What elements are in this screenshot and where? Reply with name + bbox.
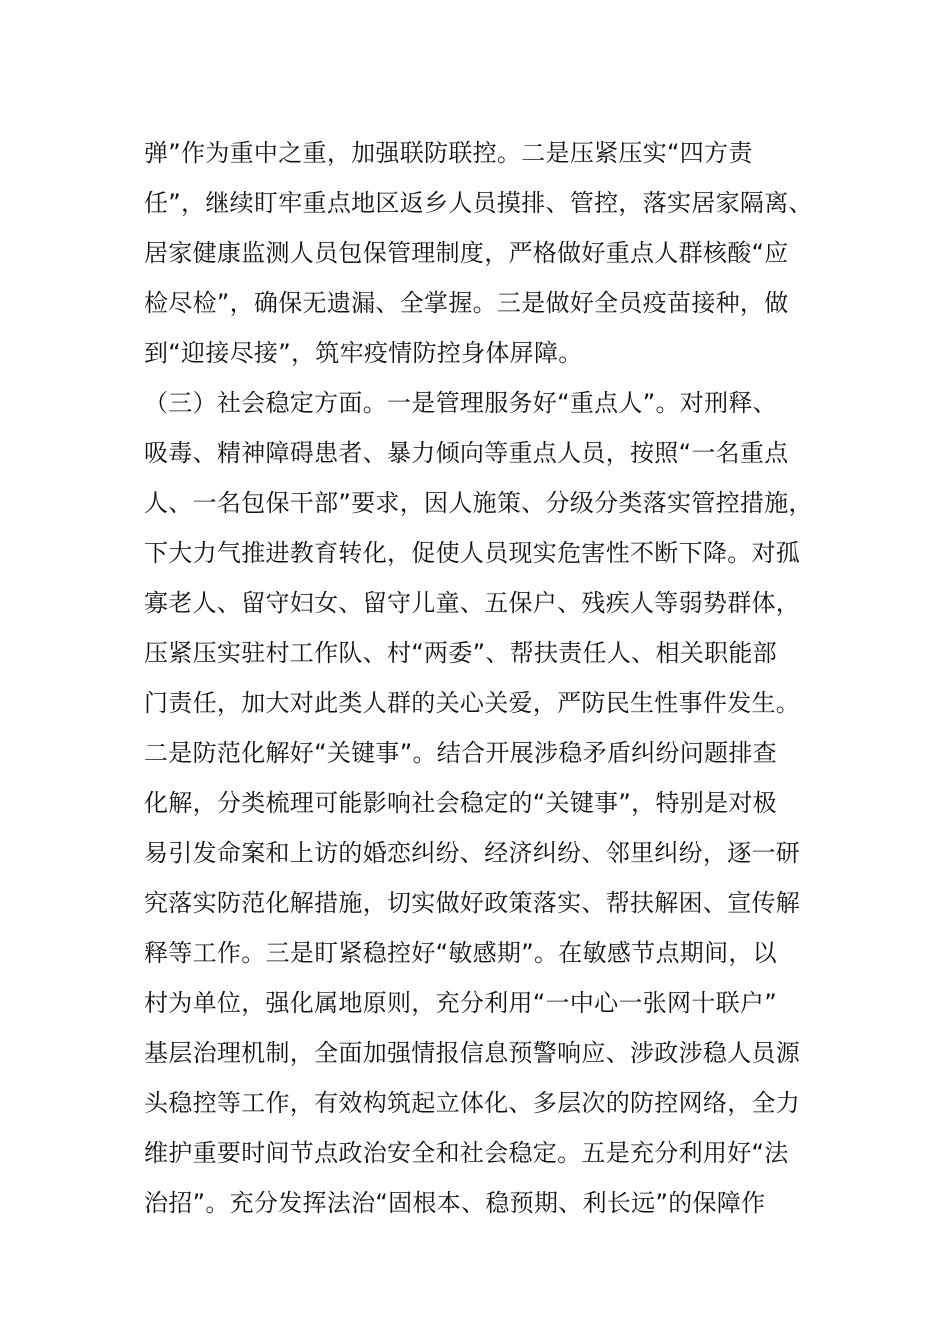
text-line: 化解，分类梳理可能影响社会稳定的“关键事”，特别是对极 bbox=[144, 789, 777, 817]
text-line: 居家健康监测人员包保管理制度，严格做好重点人群核酸“应 bbox=[144, 239, 789, 267]
text-line: 治招”。充分发挥法治“固根本、稳预期、利长远”的保障作 bbox=[144, 1189, 766, 1217]
text-line: 维护重要时间节点政治安全和社会稳定。五是充分利用好“法 bbox=[144, 1139, 789, 1167]
text-line: 基层治理机制，全面加强情报信息预警响应、涉政涉稳人员源 bbox=[144, 1039, 801, 1067]
text-line: 二是防范化解好“关键事”。结合开展涉稳矛盾纠纷问题排查 bbox=[144, 739, 777, 767]
text-line: 弹”作为重中之重，加强联防联控。二是压紧压实“四方责 bbox=[144, 139, 753, 167]
text-line: 人、一名包保干部”要求，因人施策、分级分类落实管控措施， bbox=[144, 489, 813, 517]
text-line: 易引发命案和上访的婚恋纠纷、经济纠纷、邻里纠纷，逐一研 bbox=[144, 839, 801, 867]
text-line: 任”，继续盯牢重点地区返乡人员摸排、管控，落实居家隔离、 bbox=[144, 189, 813, 217]
text-line: 寡老人、留守妇女、留守儿童、五保户、残疾人等弱势群体， bbox=[144, 589, 801, 617]
text-line: 门责任，加大对此类人群的关心关爱，严防民生性事件发生。 bbox=[144, 689, 801, 717]
text-line: 究落实防范化解措施，切实做好政策落实、帮扶解困、宣传解 bbox=[144, 889, 801, 917]
text-line: 检尽检”，确保无遗漏、全掌握。三是做好全员疫苗接种，做 bbox=[144, 289, 789, 317]
text-line: 压紧压实驻村工作队、村“两委”、帮扶责任人、相关职能部 bbox=[144, 639, 777, 667]
text-line: 到“迎接尽接”，筑牢疫情防控身体屏障。 bbox=[144, 339, 583, 367]
text-line: 吸毒、精神障碍患者、暴力倾向等重点人员，按照“一名重点 bbox=[144, 439, 789, 467]
text-line: 下大力气推进教育转化，促使人员现实危害性不断下降。对孤 bbox=[144, 539, 801, 567]
text-line: 头稳控等工作，有效构筑起立体化、多层次的防控网络，全力 bbox=[144, 1089, 801, 1117]
text-line: 村为单位，强化属地原则，充分利用“一中心一张网十联户” bbox=[144, 989, 777, 1017]
section-heading-line: （三）社会稳定方面。一是管理服务好“重点人”。对刑释、 bbox=[144, 389, 777, 417]
text-line: 释等工作。三是盯紧稳控好“敏感期”。在敏感节点期间，以 bbox=[144, 939, 777, 967]
body-text bbox=[144, 128, 824, 1228]
